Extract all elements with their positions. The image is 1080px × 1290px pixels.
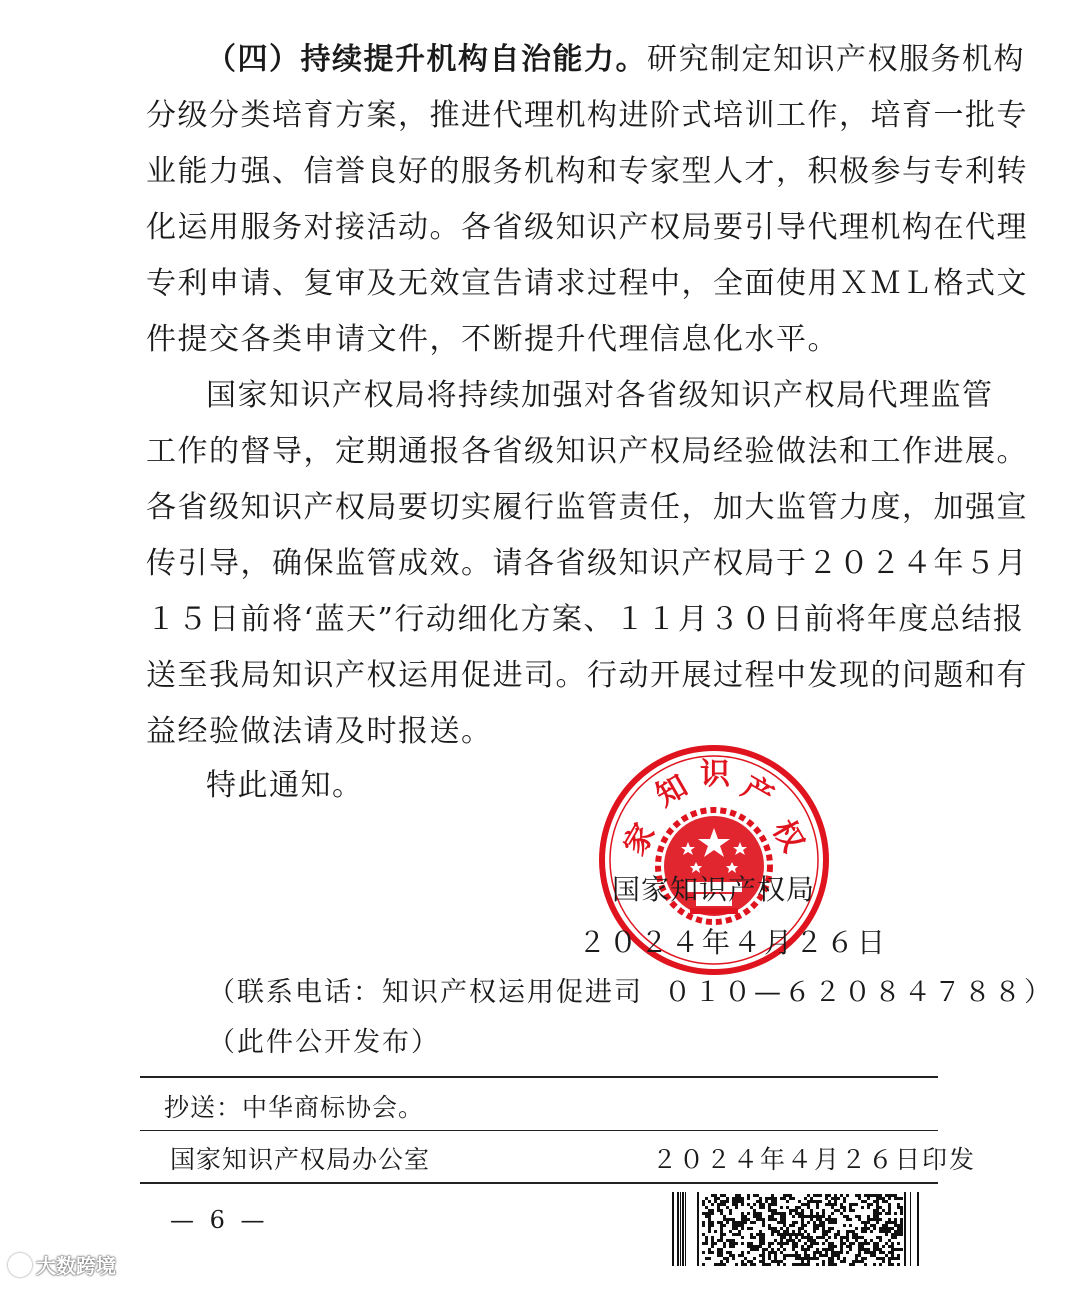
para2-line7: 益经验做法请及时报送。 [146, 714, 493, 749]
seal-char-4: 权 [765, 814, 811, 858]
footer-middle-rule [140, 1130, 938, 1131]
para2-line1: 国家知识产权局将持续加强对各省级知识产权局代理监管 [206, 378, 994, 413]
para1-line1 [206, 40, 1025, 80]
signature-date: ２０２４年４月２６日 [578, 926, 889, 959]
para1-line6: 件提交各类申请文件，不断提升代理信息化水平。 [146, 322, 839, 357]
seal-char-0: 家 [617, 817, 663, 862]
para1-line3: 业能力强、信誉良好的服务机构和专家型人才，积极参与专利转 [146, 154, 1028, 189]
barcode-icon [672, 1192, 920, 1266]
issue-date: ２０２４年４月２６日印发 [652, 1145, 977, 1174]
seal-char-3: 产 [735, 769, 780, 815]
para2-line3: 各省级知识产权局要切实履行监管责任，加大监管力度，加强宣 [146, 490, 1028, 525]
closing-text: 特此通知。 [206, 768, 364, 803]
issuing-office: 国家知识产权局办公室 [170, 1145, 431, 1174]
watermark [8, 1250, 116, 1279]
watermark-text: 大数跨境 [36, 1254, 116, 1278]
para2-line2: 工作的督导，定期通报各省级知识产权局经验做法和工作进展。 [146, 434, 1028, 469]
contact-number: ０１０—６２０８４７８８） [664, 977, 1054, 1008]
cc-line: 抄送：中华商标协会。 [164, 1093, 425, 1122]
seal-char-2: 识 [700, 757, 730, 792]
signature-org: 国家知识产权局 [612, 873, 816, 906]
seal-char-1: 知 [650, 768, 694, 814]
para1-line4: 化运用服务对接活动。各省级知识产权局要引导代理机构在代理 [146, 210, 1028, 245]
para1-line1-rest: 研究制定知识产权服务机构 [647, 42, 1025, 77]
footer-bottom-rule [140, 1182, 938, 1184]
contact-label: （联系电话：知识产权运用促进司 [208, 977, 643, 1008]
para1-line5: 专利申请、复审及无效宣告请求过程中，全面使用ＸＭＬ格式文 [146, 266, 1028, 301]
para2-line4: 传引导，确保监管成效。请各省级知识产权局于２０２４年５月 [146, 546, 1028, 581]
footer-top-rule [140, 1076, 938, 1078]
para2-line5: １５日前将‘蓝天”行动细化方案、１１月３０日前将年度总结报 [146, 602, 1025, 637]
para2-line6: 送至我局知识产权运用促进司。行动开展过程中发现的问题和有 [146, 658, 1028, 693]
watermark-logo-icon [8, 1253, 32, 1277]
para1-line2: 分级分类培育方案，推进代理机构进阶式培训工作，培育一批专 [146, 98, 1028, 133]
para1-heading: （四）持续提升机构自治能力。 [206, 42, 647, 77]
page-number: — 6 — [170, 1206, 269, 1234]
publication-note: （此件公开发布） [208, 1027, 440, 1058]
